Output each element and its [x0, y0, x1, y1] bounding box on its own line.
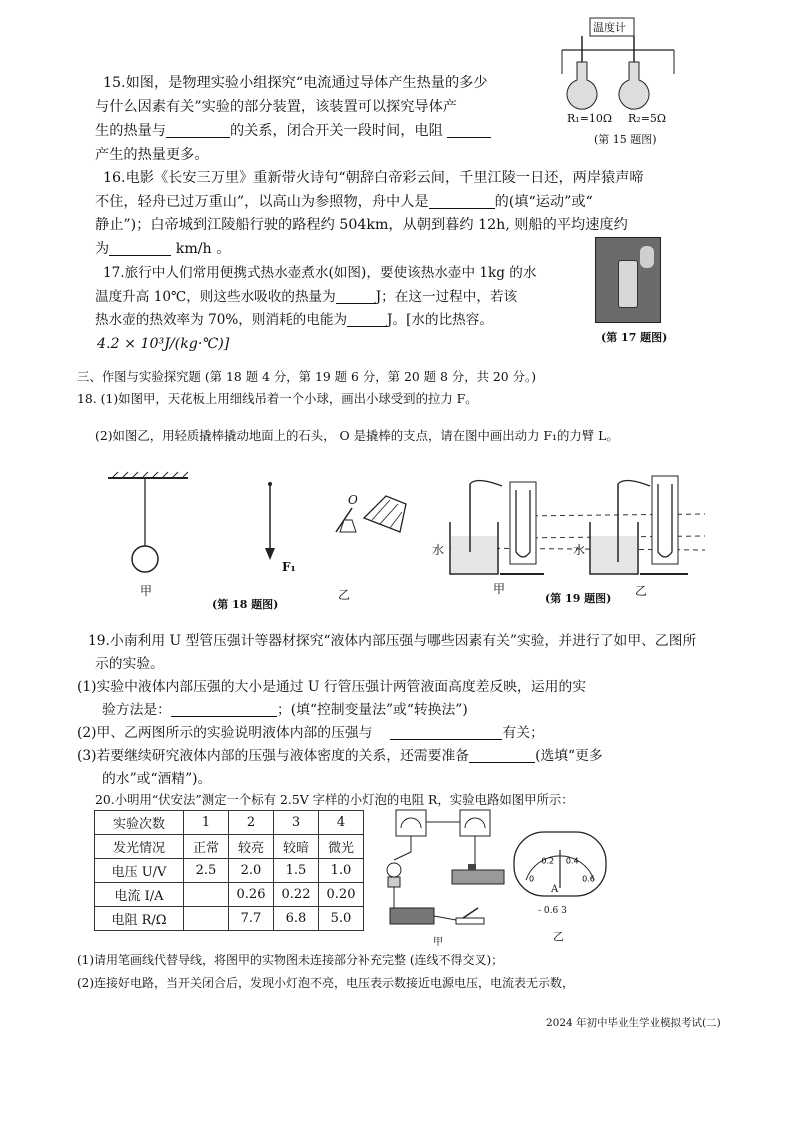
table-cell [184, 883, 229, 907]
table-cell: 0.22 [274, 883, 319, 907]
meter-tick-label: 0.6 [582, 874, 595, 884]
meter-terminals: - 0.6 3 [538, 906, 567, 916]
meter-tick-label: 0.4 [565, 856, 579, 866]
table-cell: 较亮 [229, 835, 274, 859]
table-cell: 2.0 [229, 859, 274, 883]
q15-line4: 产生的热量更多。 [95, 147, 209, 163]
setup-jia [450, 480, 544, 574]
force-f1-arrow [265, 548, 275, 560]
wire [394, 836, 411, 860]
q19-line2: 示的实验。 [95, 656, 164, 672]
q18-label-yi: 乙 [338, 588, 351, 602]
q19-sub2b-text: 有关； [502, 725, 544, 741]
q16-line4a: 为 [95, 241, 110, 257]
q20-circuit-figure [368, 808, 536, 934]
q15-line2: 与什么因素有关”实验的部分装置，该装置可以探究导体产 [95, 99, 457, 115]
q17-line2a: 温度升高 10℃，则这些水吸收的热量为 [95, 289, 336, 305]
scale-jia [510, 482, 536, 564]
table-cell: 0.20 [319, 883, 364, 907]
hand [640, 246, 654, 268]
resistor-r2-label: R₂=5Ω [628, 112, 667, 125]
answer-blank[interactable] [347, 311, 387, 327]
force-start-point [268, 482, 272, 486]
q16-line3: 静止”)；白帝城到江陵船行驶的路程约 504km，从朝到暮约 12h, 则船的平均速度约 [95, 217, 628, 233]
ball [132, 546, 158, 572]
table-cell: 2.5 [184, 859, 229, 883]
meter-unit: A [551, 884, 559, 895]
row-header-cell: 电流 I/A [95, 883, 184, 907]
answer-blank[interactable] [469, 747, 535, 763]
switch-base [456, 918, 484, 924]
q19-sub3a-text: (3)若要继续研究液体内部的压强与液体密度的关系，还需要准备 [77, 748, 470, 764]
q20-part1: (1)请用笔画线代替导线，将图甲的实物图未连接部分补充完整 (连线不得交叉)； [77, 953, 504, 967]
table-cell: 微光 [319, 835, 364, 859]
flask-right [619, 62, 649, 109]
q19-sub2 [77, 722, 544, 744]
kettle [618, 260, 638, 308]
q18-part1: 18. (1)如图甲，天花板上用细线吊着一个小球，画出小球受到的拉力 F。 [77, 391, 478, 406]
table-cell: 0.26 [229, 883, 274, 907]
table-row [95, 835, 364, 859]
resistor-r1-label: R₁=10Ω [567, 112, 613, 125]
table-row [95, 883, 364, 907]
table-cell [184, 907, 229, 931]
q20-meter-label-yi: 乙 [553, 930, 564, 943]
table-cell: 2 [229, 811, 274, 835]
q17-line1: 17.旅行中人们常用便携式热水壶煮水(如图)，要使该热水壶中 1kg 的水 [103, 265, 537, 281]
meter-tick-label: 0.2 [541, 856, 555, 866]
q15-line3b: 的关系，闭合开关一段时间，电阻 [229, 123, 443, 139]
table-cell: 5.0 [319, 907, 364, 931]
row-header-cell: 电压 U/V [95, 859, 184, 883]
row-header-cell: 电阻 R/Ω [95, 907, 184, 931]
table-cell: 1.5 [274, 859, 319, 883]
q19-water-label-2: 水 [573, 543, 586, 557]
water-jia [451, 536, 497, 573]
q19-sub1b [102, 699, 468, 721]
meter-tick-label: 0 [528, 874, 535, 884]
table-row [95, 811, 364, 835]
q16-line4 [95, 238, 230, 260]
table-cell: 1.0 [319, 859, 364, 883]
q19-caption: (第 19 题图) [545, 592, 612, 605]
setup-yi [590, 476, 688, 574]
q20-part2: (2)连接好电路，当开关闭合后，发现小灯泡不亮，电压表示数接近电源电压，电流表无示数， [77, 976, 575, 990]
q20-ammeter-figure [512, 830, 608, 900]
answer-blank[interactable] [336, 288, 376, 304]
q18-caption: (第 18 题图) [212, 598, 279, 611]
rheostat [452, 870, 504, 884]
tube-jia [470, 480, 502, 486]
q15-caption: (第 15 题图) [594, 133, 657, 146]
q16-line2a: 不住，轻舟已过万重山”，以高山为参照物，舟中人是 [95, 194, 429, 210]
q19-sub1a: (1)实验中液体内部压强的大小是通过 U 行管压强计两管液面高度差反映，运用的实 [77, 679, 587, 695]
q19-sub2a-text: (2)甲、乙两图所示的实验说明液体内部的压强与 [77, 725, 373, 741]
q19-sub3 [77, 745, 603, 767]
voltmeter [396, 810, 426, 836]
q15-line3 [95, 120, 491, 142]
table-cell: 3 [274, 811, 319, 835]
q18-label-f1: F₁ [282, 560, 296, 574]
table-cell: 1 [184, 811, 229, 835]
q19-label-jia: 甲 [493, 582, 506, 596]
row-header-cell: 发光情况 [95, 835, 184, 859]
table-cell: 4 [319, 811, 364, 835]
q20-line1: 20.小明用“伏安法”测定一个标有 2.5V 字样的小灯泡的电阻 R，实验电路如图甲所示： [95, 792, 574, 807]
q19-figure [440, 470, 710, 588]
q16-line2b: 的(填“运动”或“ [494, 194, 593, 210]
q18-figure [100, 470, 420, 590]
big-stone [364, 496, 406, 532]
table-cell: 6.8 [274, 907, 319, 931]
bulb [387, 863, 401, 877]
q16-line2 [95, 191, 593, 213]
q18-label-jia: 甲 [140, 584, 153, 598]
row-header-cell: 实验次数 [95, 811, 184, 835]
bulb-base [388, 877, 400, 887]
flask-left [567, 62, 597, 109]
answer-blank[interactable] [171, 701, 277, 717]
q18-part2: (2)如图乙，用轻质撬棒撬动地面上的石头， O 是撬棒的支点，请在图中画出动力 F₁的力臂 L。 [95, 428, 619, 443]
q19-water-label-1: 水 [432, 543, 445, 557]
table-cell: 较暗 [274, 835, 319, 859]
answer-blank[interactable] [429, 193, 495, 209]
tube-yi [618, 480, 650, 486]
q19-label-yi: 乙 [635, 584, 648, 598]
answer-blank[interactable] [109, 240, 171, 256]
scale-yi [652, 476, 678, 564]
q18-label-o: O [348, 493, 358, 507]
q16-line1: 16.电影《长安三万里》重新带火诗句“朝辞白帝彩云间，千里江陵一日还，两岸猿声啼 [103, 170, 644, 186]
answer-blank[interactable] [447, 122, 491, 138]
ammeter [460, 810, 490, 836]
rheostat-slider [468, 864, 476, 870]
q19-sub3b-text: (选填“更多 [535, 748, 603, 764]
q17-line3b: J。[水的比热容。 [387, 312, 493, 328]
q15-fig-title: 温度计 [593, 21, 626, 34]
q17-photo [595, 237, 661, 323]
q17-line4: 4.2 × 10³J/(kg·℃)] [97, 336, 230, 352]
q19-sub1b-text: 验方法是： [102, 702, 171, 718]
q17-line3a: 热水壶的热效率为 70%，则消耗的电能为 [95, 312, 348, 328]
q20-data-table [94, 810, 364, 931]
wire [434, 916, 456, 920]
q15-line1: 15.如图，是物理实验小组探究“电流通过导体产生热量的多少 [103, 75, 488, 91]
table-cell: 正常 [184, 835, 229, 859]
page-footer: 2024 年初中毕业生学业模拟考试(二) [546, 1017, 721, 1029]
table-row [95, 907, 364, 931]
q17-line3 [95, 309, 493, 331]
water-yi [591, 536, 637, 573]
section3-heading: 三、作图与实验探究题 (第 18 题 4 分，第 19 题 6 分，第 20 题 8 分，共 20 分。) [77, 369, 537, 384]
q19-line1: 19.小南利用 U 型管压强计等器材探究“液体内部压强与哪些因素有关”实验，并进行了如甲、乙图所 [88, 633, 697, 649]
q17-line2b: J；在这一过程中，若该 [375, 289, 518, 305]
q16-line4b: km/h 。 [175, 241, 231, 257]
q19-sub1c-text: ；(填“控制变量法”或“转换法”) [276, 702, 468, 718]
q19-sub3c: 的水”或“酒精”)。 [102, 771, 212, 787]
answer-blank[interactable] [390, 724, 502, 740]
table-cell: 7.7 [229, 907, 274, 931]
answer-blank[interactable] [166, 122, 230, 138]
q17-caption: (第 17 题图) [601, 331, 668, 344]
table-row [95, 859, 364, 883]
q17-line2 [95, 286, 517, 308]
q20-circuit-label-jia: 甲 [433, 937, 443, 948]
q15-line3a: 生的热量与 [95, 123, 166, 139]
battery-box [390, 908, 434, 924]
